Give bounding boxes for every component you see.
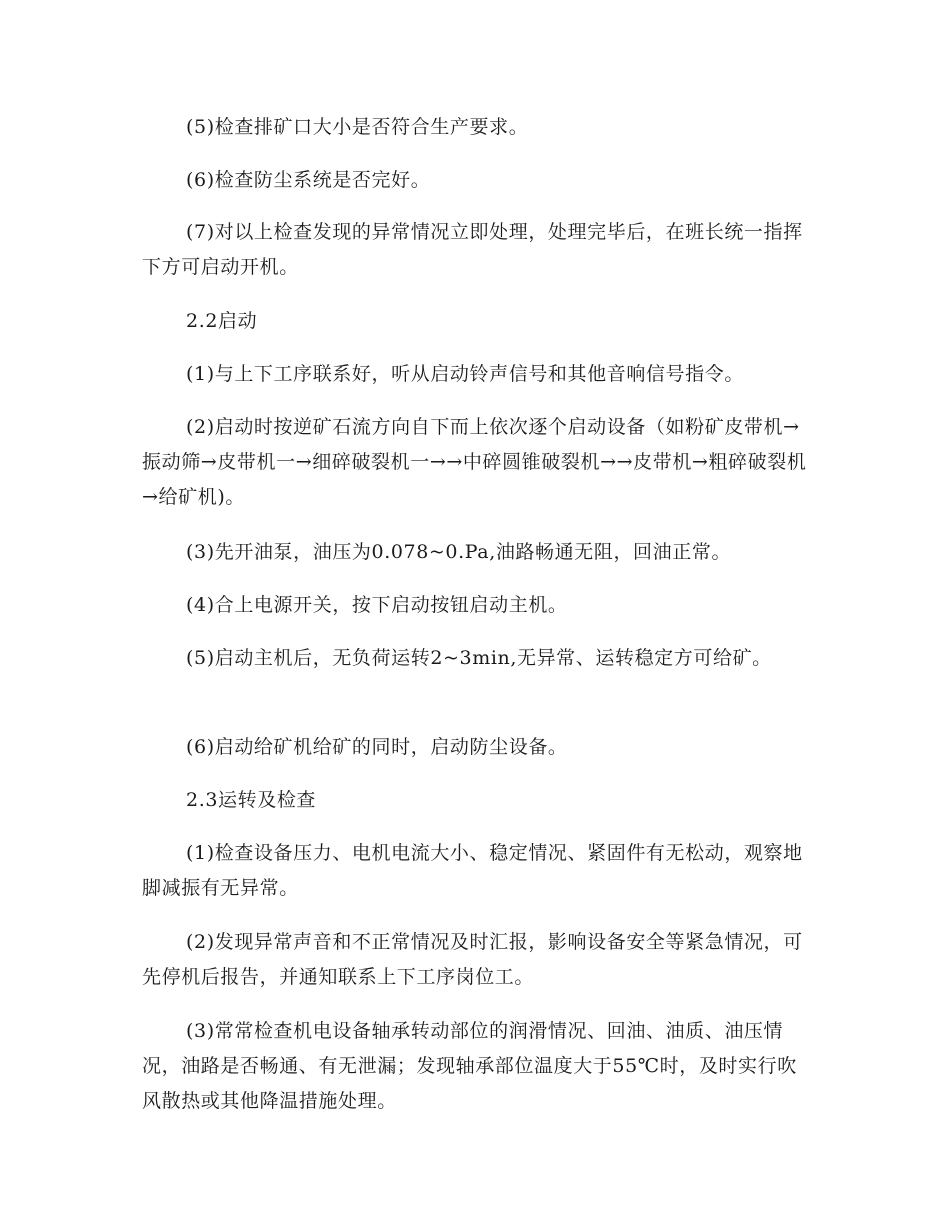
section-heading-operation-check: 2.3运转及检查 [186, 789, 317, 811]
section-heading-startup: 2.2启动 [186, 310, 258, 332]
paragraph-power-switch: (4)合上电源开关，按下启动按钮启动主机。 [186, 594, 568, 616]
paragraph-check-discharge-opening: (5)检查排矿口大小是否符合生产要求。 [186, 116, 529, 138]
paragraph-report-abnormal: (2)发现异常声音和不正常情况及时汇报，影响设备安全等紧急情况，可先停机后报告，并通知联系上下工序岗位工。 [142, 931, 803, 988]
paragraph-feeder-dust: (6)启动给矿机给矿的同时，启动防尘设备。 [186, 736, 568, 758]
paragraph-contact-processes: (1)与上下工序联系好，听从启动铃声信号和其他音响信号指令。 [186, 363, 744, 385]
paragraph-no-load-run: (5)启动主机后，无负荷运转2~3min,无异常、运转稳定方可给矿。 [186, 647, 772, 669]
paragraph-startup-sequence: (2)启动时按逆矿石流方向自下而上依次逐个启动设备（如粉矿皮带机→振动筛→皮带机一→细碎破裂机一→→中碎圆锥破裂机→→皮带机→粗碎破裂机→给矿机)。 [142, 416, 807, 508]
paragraph-check-pressure: (1)检查设备压力、电机电流大小、稳定情况、紧固件有无松动，观察地脚减振有无异常。 [142, 842, 803, 899]
paragraph-lubrication-check: (3)常常检查机电设备轴承转动部位的润滑情况、回油、油质、油压情况，油路是否畅通、有无泄漏；发现轴承部位温度大于55℃时，及时实行吹风散热或其他降温措施处理。 [142, 1020, 797, 1112]
paragraph-check-dust-system: (6)检查防尘系统是否完好。 [186, 169, 431, 191]
paragraph-handle-anomalies: (7)对以上检查发现的异常情况立即处理，处理完毕后，在班长统一指挥下方可启动开机。 [142, 221, 803, 278]
paragraph-oil-pump: (3)先开油泵，油压为0.078~0.Pa,油路畅通无阻，回油正常。 [186, 541, 732, 563]
